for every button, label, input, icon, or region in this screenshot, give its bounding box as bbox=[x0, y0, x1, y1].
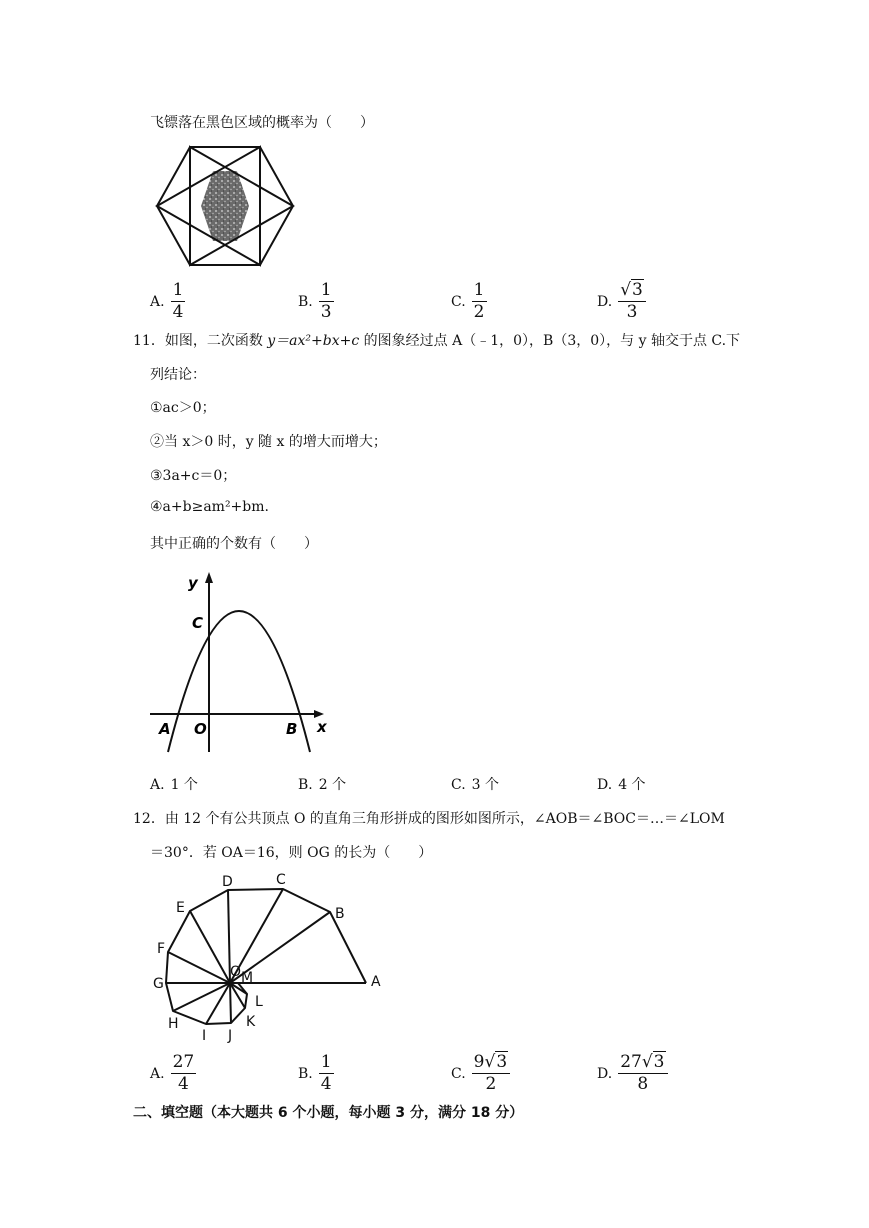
q11-option-a: A. 1 个 bbox=[150, 777, 198, 793]
point-label-a: A bbox=[371, 974, 381, 990]
point-label-k: K bbox=[246, 1014, 256, 1030]
q11-option-b: B. 2 个 bbox=[298, 777, 347, 793]
point-label-e: E bbox=[176, 900, 185, 916]
point-label-c: C bbox=[276, 872, 286, 888]
q12-option-c: C. $\frac{9√3}{2}$ bbox=[451, 1054, 510, 1093]
point-label-f: F bbox=[157, 941, 166, 957]
x-axis-arrow bbox=[314, 710, 324, 718]
q11-option-c: C. 3 个 bbox=[451, 777, 500, 793]
point-label-m: M bbox=[241, 970, 254, 986]
parabola-graph bbox=[148, 568, 338, 758]
point-label-g: G bbox=[153, 976, 164, 992]
graph-label-y: y bbox=[188, 574, 198, 592]
q10-option-c: C. $\frac{1}{2}$ bbox=[451, 280, 485, 322]
q11-statement-4: ④a+b≥am²+bm. bbox=[150, 499, 269, 515]
point-label-i: I bbox=[202, 1028, 207, 1044]
y-axis-arrow bbox=[205, 572, 213, 583]
q10-option-d: D. $\frac{√3}{3}$ bbox=[597, 282, 646, 321]
graph-label-c: C bbox=[192, 614, 204, 632]
point-label-h: H bbox=[168, 1016, 179, 1032]
hexagon-dartboard-figure bbox=[155, 144, 295, 268]
point-label-l: L bbox=[255, 994, 263, 1010]
point-label-o: O bbox=[230, 964, 242, 980]
q12-option-a: A. $\frac{27}{4}$ bbox=[150, 1052, 195, 1094]
section-heading: 二、填空题（本大题共 6 个小题，每小题 3 分，满分 18 分） bbox=[133, 1105, 524, 1121]
q12-option-b: B. $\frac{1}{4}$ bbox=[298, 1052, 332, 1094]
q11-statement-2: ②当 x＞0 时，y 随 x 的增大而增大； bbox=[150, 434, 387, 450]
q10-stem: 飞镖落在黑色区域的概率为（ ） bbox=[150, 115, 374, 131]
q12-option-d: D. $\frac{27√3}{8}$ bbox=[597, 1054, 668, 1093]
q12-line2: ＝30°．若 OA＝16，则 OG 的长为（ ） bbox=[150, 845, 433, 861]
q10-option-a: A. $\frac{1}{4}$ bbox=[150, 280, 184, 322]
q11-line2: 列结论： bbox=[150, 367, 206, 383]
graph-label-o: O bbox=[194, 720, 207, 738]
q12-line1: 12．由 12 个有公共顶点 O 的直角三角形拼成的图形如图所示，∠AOB＝∠BOC＝…＝∠LOM bbox=[133, 811, 725, 827]
spiral-triangles-figure bbox=[148, 866, 388, 1048]
graph-label-a: A bbox=[159, 720, 171, 738]
q11-statement-3: ③3a+c＝0； bbox=[150, 468, 237, 484]
point-label-b: B bbox=[335, 906, 345, 922]
q10-option-b: B. $\frac{1}{3}$ bbox=[298, 280, 332, 322]
q11-statement-1: ①ac＞0； bbox=[150, 400, 216, 416]
q11-option-d: D. 4 个 bbox=[597, 777, 646, 793]
graph-label-x: x bbox=[317, 718, 327, 736]
graph-label-b: B bbox=[286, 720, 298, 738]
q11-question: 其中正确的个数有（ ） bbox=[150, 536, 318, 552]
point-label-d: D bbox=[222, 874, 233, 890]
q11-line1: 11．如图，二次函数 y＝ax²+bx+c 的图象经过点 A（﹣1，0），B（3，0），与 y 轴交于点 C.下 bbox=[133, 333, 741, 349]
shaded-inner-hexagon bbox=[201, 171, 249, 241]
point-label-j: J bbox=[228, 1028, 233, 1044]
